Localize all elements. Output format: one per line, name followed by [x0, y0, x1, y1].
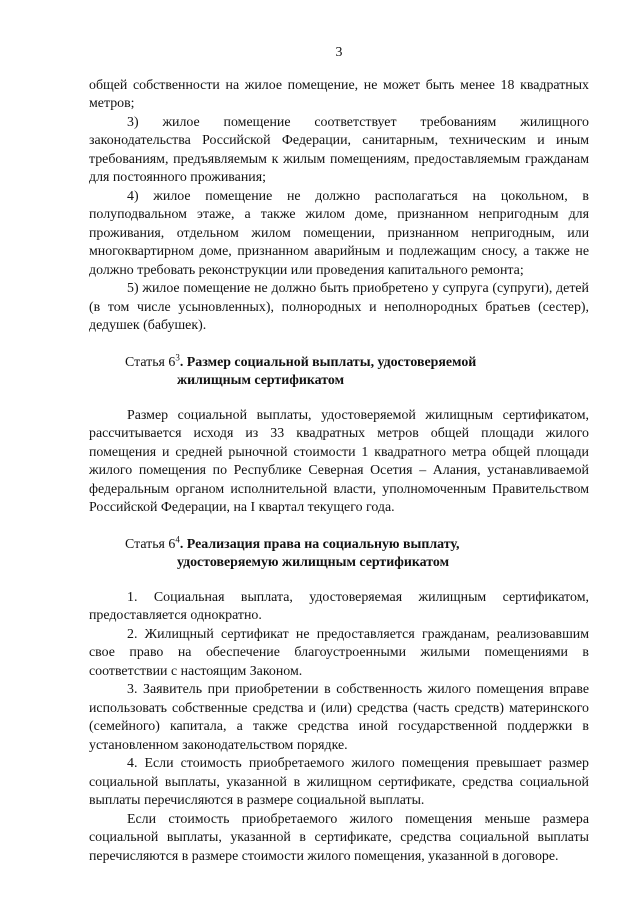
article-title-part: жилищным сертификатом: [177, 373, 345, 388]
article-6-4-paragraph-4: 4. Если стоимость приобретаемого жилого помещения превышает размер социальной выплаты, указанной в жилищном сертификате, средства социальной выплаты перечисляются в размере социальной выплаты.: [89, 756, 589, 808]
article-6-4-paragraph-3: 3. Заявитель при приобретении в собственность жилого помещения вправе использовать собственные средства и (или) средства (часть средств) материнского (семейного) капитала, а также средства иной государственной поддержки в установленном законодательством порядке.: [89, 682, 589, 753]
paragraph-item-4: 4) жилое помещение не должно располагаться на цокольном, в полуподвальном этаже, а также жилом доме, признанном непригодным для проживания, отдельном жилом помещении, признанном непригодным, или многоквартирном доме, признанном аварийным и подлежащим сносу, а также не должно требовать реконструкции или проведения капитального ремонта;: [89, 188, 589, 278]
article-superscript: 3: [175, 351, 180, 362]
article-6-3-paragraph: Размер социальной выплаты, удостоверяемой жилищным сертификатом, рассчитывается исходя из 33 квадратных метров общей площади жилого помещения и средней рыночной стоимости 1 квадратного метра общей площади жилого помещения по Республике Северная Осетия – Алания, устанавливаемой федеральным органом исполнительной власти, уполномоченным Правительством Российской Федерации, на I квартал текущего года.: [89, 407, 589, 515]
article-heading-line: [125, 533, 589, 555]
article-heading-line: [125, 351, 589, 373]
page-number: 3: [335, 45, 343, 60]
spacer: [89, 391, 589, 407]
spacer: [89, 518, 589, 536]
article-heading-line: [125, 372, 589, 391]
article-6-4-paragraph-5: Если стоимость приобретаемого жилого помещения меньше размера социальной выплаты, указанной в сертификате, средства социальной выплаты перечисляются в размере стоимости жилого помещения, указанной в договоре.: [89, 811, 589, 864]
document-page: [89, 44, 589, 866]
article-heading-line: [125, 554, 589, 573]
paragraph-item-3: 3) жилое помещение соответствует требованиям жилищного законодательства Российской Федерации, санитарным, техническим и иным требованиям, предъявляемым к жилым помещениям, предоставляемым гражданам для постоянного проживания;: [89, 114, 589, 185]
article-label: Статья 6: [125, 536, 176, 552]
article-superscript: 4: [175, 533, 180, 544]
article-title-part: . Реализация права на социальную выплату,: [179, 536, 460, 552]
spacer: [89, 573, 589, 589]
spacer: [89, 336, 589, 354]
article-title-part: удостоверяемую жилищным сертификатом: [177, 555, 450, 570]
article-6-4-paragraph-1: 1. Социальная выплата, удостоверяемая жилищным сертификатом, предоставляется однократно.: [89, 589, 589, 623]
article-heading-6-3: [89, 351, 589, 391]
article-heading-6-4: [89, 533, 589, 573]
article-title-part: . Размер социальной выплаты, удостоверяемой: [179, 354, 477, 370]
paragraph-continuation: общей собственности на жилое помещение, не может быть менее 18 квадратных метров;: [89, 77, 589, 111]
article-6-4-paragraph-2: 2. Жилищный сертификат не предоставляется гражданам, реализовавшим свое право на обеспечение благоустроенными жилыми помещениями в соответствии с настоящим Законом.: [89, 626, 589, 679]
article-label: Статья 6: [125, 354, 176, 370]
paragraph-item-5: 5) жилое помещение не должно быть приобретено у супруга (супруги), детей (в том числе усыновленных), полнородных и неполнородных братьев (сестер), дедушек (бабушек).: [89, 281, 589, 333]
